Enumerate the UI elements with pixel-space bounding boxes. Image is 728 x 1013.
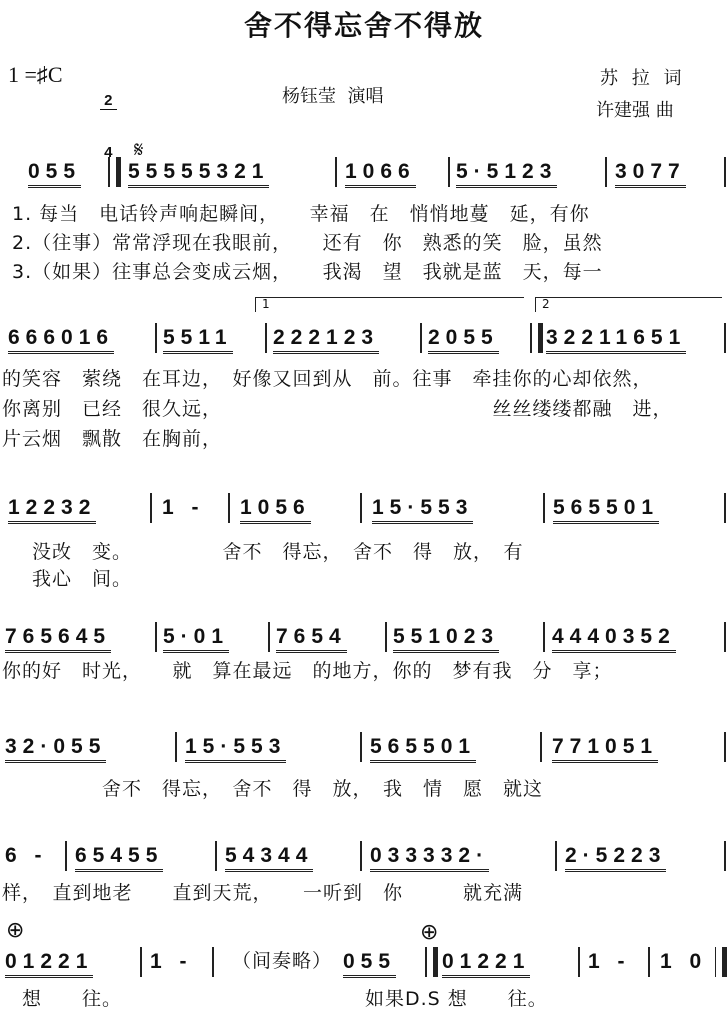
segno-icon: 𝄋 <box>134 138 144 163</box>
measure: 2·5223 <box>565 844 666 872</box>
barline <box>212 947 214 977</box>
coda-icon: ⊕ <box>420 920 439 945</box>
measure: 055 <box>28 160 81 188</box>
interlude-note: （间奏略） <box>232 950 333 972</box>
lyric-line: 1. 每当 电话铃声响起瞬间， 幸福 在 悄悄地蔓 延，有你 <box>12 203 590 225</box>
lyricist: 苏 拉 词 <box>600 68 686 89</box>
barline <box>540 732 542 762</box>
composer: 许建强 曲 <box>596 100 674 121</box>
lyric-line: 样， 直到地老 直到天荒， 一听到 你 就充满 <box>2 882 524 904</box>
barline <box>543 622 545 652</box>
measure: 01221 <box>442 950 530 978</box>
measure: 3077 <box>615 160 686 188</box>
measure: 222123 <box>273 326 379 354</box>
barline <box>724 157 726 187</box>
volta-1: 1 <box>255 297 524 312</box>
measure: 32211651 <box>546 326 686 354</box>
measure: 1 - <box>162 496 205 519</box>
measure: 1 - <box>588 950 631 973</box>
measure: 7654 <box>276 625 347 653</box>
barline <box>215 841 217 871</box>
song-title: 舍不得忘舍不得放 <box>243 9 484 42</box>
barline <box>724 841 726 871</box>
barline <box>155 323 157 353</box>
barline <box>65 841 67 871</box>
lyric-line: 2.（往事）常常浮现在我眼前， 还有 你 熟悉的笑 脸，虽然 <box>12 232 603 254</box>
volta-2: 2 <box>535 297 722 312</box>
barline <box>155 622 157 652</box>
measure: 5·01 <box>163 625 229 653</box>
coda-barline <box>425 947 438 977</box>
lyric-line: 片云烟 飘散 在胸前， <box>2 428 223 450</box>
measure: 771051 <box>552 735 658 763</box>
measure: 15·553 <box>372 496 473 524</box>
measure: 1066 <box>345 160 416 188</box>
lyric-line: 的笑容 萦绕 在耳边， 好像又回到从 前。往事 牵挂你的心却依然， <box>2 368 653 390</box>
measure: 765645 <box>5 625 111 653</box>
lyric-line: 我心 间。 <box>12 568 133 590</box>
barline <box>335 157 337 187</box>
measure: 6 - <box>5 844 48 867</box>
barline <box>724 622 726 652</box>
measure: 65455 <box>75 844 163 872</box>
barline <box>648 947 650 977</box>
barline <box>555 841 557 871</box>
measure: 666016 <box>8 326 114 354</box>
barline <box>543 493 545 523</box>
measure: 15·553 <box>185 735 286 763</box>
barline <box>268 622 270 652</box>
final-barline <box>715 947 727 977</box>
lyric-line: 如果D.S 想 往。 <box>365 988 548 1010</box>
lyric-line: 你离别 已经 很久远， 丝丝缕缕都融 进， <box>2 398 673 420</box>
barline <box>360 841 362 871</box>
barline <box>578 947 580 977</box>
measure: 565501 <box>553 496 659 524</box>
measure: 551023 <box>393 625 499 653</box>
barline <box>265 323 267 353</box>
measure: 2055 <box>428 326 499 354</box>
lyric-line: 想 往。 <box>2 988 123 1010</box>
repeat-start-barline <box>108 157 121 187</box>
barline <box>175 732 177 762</box>
measure: 1 0 <box>660 950 708 973</box>
measure: 5·5123 <box>456 160 557 188</box>
lyric-line: 3.（如果）往事总会变成云烟， 我渴 望 我就是蓝 天，每一 <box>12 261 603 283</box>
measure: 54344 <box>225 844 313 872</box>
lyric-line: 你的好 时光， 就 算在最远 的地方，你的 梦有我 分 享； <box>2 660 613 682</box>
measure: 033332· <box>370 844 489 872</box>
key-signature: 1 =♯C <box>8 62 63 87</box>
measure: 5511 <box>163 326 233 354</box>
barline <box>448 157 450 187</box>
barline <box>724 493 726 523</box>
barline <box>724 323 726 353</box>
time-denominator: 4 <box>104 144 113 161</box>
repeat-end-barline <box>530 323 543 353</box>
measure: 12232 <box>8 496 96 524</box>
lyric-line: 没改 变。 舍不 得忘， 舍不 得 放， 有 <box>12 541 524 563</box>
barline <box>385 622 387 652</box>
coda-icon: ⊕ <box>6 918 25 943</box>
barline <box>140 947 142 977</box>
barline <box>420 323 422 353</box>
barline <box>360 732 362 762</box>
barline <box>605 157 607 187</box>
barline <box>360 493 362 523</box>
measure: 055 <box>343 950 396 978</box>
measure: 565501 <box>370 735 476 763</box>
measure: 01221 <box>5 950 93 978</box>
time-numerator: 2 <box>100 92 117 110</box>
barline <box>228 493 230 523</box>
measure: 1 - <box>150 950 193 973</box>
measure: 32·055 <box>5 735 106 763</box>
lyric-line: 舍不 得忘， 舍不 得 放， 我 情 愿 就这 <box>2 778 544 800</box>
measure: 4440352 <box>552 625 676 653</box>
measure: 55555321 <box>128 160 269 188</box>
barline <box>724 732 726 762</box>
measure: 1056 <box>240 496 311 524</box>
performer: 杨钰莹 演唱 <box>282 86 384 107</box>
barline <box>150 493 152 523</box>
